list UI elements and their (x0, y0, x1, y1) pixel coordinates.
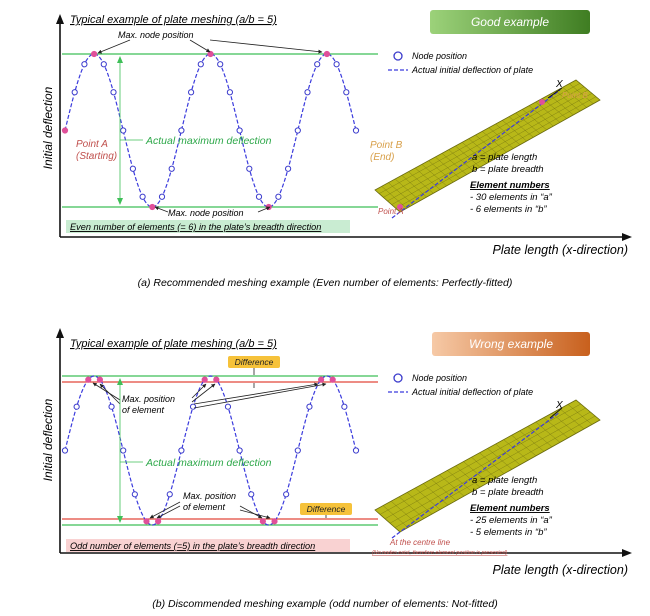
actual-max-label-b: Actual maximum deflection (146, 457, 272, 469)
x-axis-arrow-b (622, 549, 632, 557)
legend-curve-b: Actual initial deflection of plate (412, 387, 534, 397)
y-axis-label-b: Initial deflection (41, 398, 55, 482)
point-b-sub: (End) (370, 152, 395, 163)
legend-node-icon-b (394, 374, 402, 382)
node-marker (92, 51, 97, 56)
max-elem-label-bot-1: Max. position (183, 491, 237, 501)
node-marker (214, 377, 219, 382)
node-marker (218, 62, 223, 67)
legend-curve-a: Actual initial deflection of plate (412, 65, 534, 75)
node-marker (334, 62, 339, 67)
node-marker (72, 90, 77, 95)
node-marker (121, 128, 126, 133)
node-marker (169, 166, 174, 171)
y-axis-label-a: Initial deflection (41, 86, 55, 170)
dimension-arrow-bottom-a (117, 198, 123, 205)
node-marker (202, 377, 207, 382)
def-b-a: b = plate breadth (472, 164, 544, 175)
bottom-note-b: Odd number of elements (=5) in the plate’s breadth direction (70, 541, 316, 551)
plate-x-label-b: X (556, 400, 563, 411)
caption-a: (a) Recommended meshing example (Even number of elements: Perfectly-fitted) (137, 277, 513, 289)
def-a-b: a = plate length (472, 475, 538, 486)
node-marker (198, 62, 203, 67)
node-marker (272, 519, 277, 524)
node-marker (295, 448, 300, 453)
node-marker (130, 166, 135, 171)
node-marker (225, 404, 230, 409)
max-node-pointer-c (210, 40, 322, 52)
node-marker (295, 128, 300, 133)
node-marker (286, 166, 291, 171)
elem-1-b: - 25 elements in “a” (470, 515, 552, 526)
curve-a-line (65, 54, 356, 207)
plate-x-label-a: X (556, 79, 563, 90)
difference-bottom: Difference (306, 504, 346, 514)
max-elem-label-top-1: Max. position (122, 394, 176, 404)
max-elem-label-top-2: of element (122, 405, 165, 415)
panel-title-b: Typical example of plate meshing (a/b = 5) (70, 338, 277, 350)
node-marker (315, 62, 320, 67)
elem-title-a: Element numbers (470, 180, 550, 191)
max-node-pointer-b (190, 40, 210, 52)
node-marker (284, 492, 289, 497)
good-banner-label: Good example (470, 15, 550, 29)
bottom-note-a: Even number of elements (= 6) in the plate’s breadth direction (70, 222, 322, 232)
node-marker (62, 128, 67, 133)
elem-2-a: - 6 elements in “b” (470, 204, 547, 215)
dimension-arrow-top-a (117, 56, 123, 63)
legend-node-b: Node position (412, 373, 468, 383)
centre-line-note: (No nodes exist, therefore element position is presented) (372, 550, 508, 556)
min-node-pointer-a (155, 207, 168, 212)
node-marker (97, 377, 102, 382)
max-node-pointer-a (98, 40, 130, 53)
node-marker (111, 90, 116, 95)
point-a-sub: (Starting) (76, 151, 118, 162)
node-marker (144, 519, 149, 524)
elem-2-b: - 5 elements in “b” (470, 527, 547, 538)
node-marker (227, 90, 232, 95)
mesh-line (379, 83, 580, 193)
node-marker (237, 448, 242, 453)
node-marker (82, 62, 87, 67)
def-b-b: b = plate breadth (472, 487, 544, 498)
node-marker (249, 492, 254, 497)
x-axis-arrow-a (622, 233, 632, 241)
node-marker (318, 377, 323, 382)
node-marker (237, 128, 242, 133)
point-a-label: Point A (76, 139, 108, 150)
node-marker (101, 62, 106, 67)
plate-point-b-a: Point B (562, 91, 588, 100)
node-marker (260, 519, 265, 524)
node-marker (353, 128, 358, 133)
node-marker (167, 492, 172, 497)
caption-b: (b) Discommended meshing example (odd number of elements: Not-fitted) (152, 598, 498, 610)
max-node-label-a: Max. node position (118, 30, 194, 40)
elem-1-a: - 30 elements in “a” (470, 192, 552, 203)
min-node-label-a: Max. node position (168, 208, 244, 218)
panel-a (41, 10, 632, 289)
actual-max-label-a: Actual maximum deflection (146, 135, 272, 147)
node-marker (156, 519, 161, 524)
elem-title-b: Element numbers (470, 503, 550, 514)
node-marker (324, 51, 329, 56)
node-marker (159, 194, 164, 199)
node-marker (208, 51, 213, 56)
plate-point-a-a: Point A (378, 207, 404, 216)
node-marker (150, 204, 155, 209)
node-marker (109, 404, 114, 409)
node-marker (256, 194, 261, 199)
node-marker (62, 448, 67, 453)
node-marker (179, 128, 184, 133)
def-a-a: a = plate length (472, 152, 538, 163)
node-marker (247, 166, 252, 171)
centre-line-label: At the centre line (390, 538, 451, 547)
node-marker (276, 194, 281, 199)
x-axis-label-b: Plate length (x-direction) (492, 563, 628, 577)
point-b-label: Point B (370, 140, 403, 151)
node-marker (140, 194, 145, 199)
panel-b (41, 328, 632, 610)
node-marker (344, 90, 349, 95)
deflection-curve-a (62, 51, 358, 209)
node-marker (74, 404, 79, 409)
x-axis-label-a: Plate length (x-direction) (492, 243, 628, 257)
difference-top: Difference (234, 357, 274, 367)
node-marker (179, 448, 184, 453)
node-marker (86, 377, 91, 382)
y-axis-arrow-b (56, 328, 64, 338)
node-marker (266, 204, 271, 209)
wrong-banner-label: Wrong example (468, 337, 554, 351)
node-marker (353, 448, 358, 453)
node-marker (189, 90, 194, 95)
legend-node-a: Node position (412, 51, 468, 61)
max-elem-label-bot-2: of element (183, 502, 226, 512)
node-marker (342, 404, 347, 409)
node-marker (330, 377, 335, 382)
panel-title-a: Typical example of plate meshing (a/b = 5) (70, 14, 277, 26)
node-marker (132, 492, 137, 497)
y-axis-arrow-a (56, 14, 64, 24)
legend-node-icon-a (394, 52, 402, 60)
node-marker (305, 90, 310, 95)
node-marker (121, 448, 126, 453)
node-marker (307, 404, 312, 409)
node-marker (190, 404, 195, 409)
